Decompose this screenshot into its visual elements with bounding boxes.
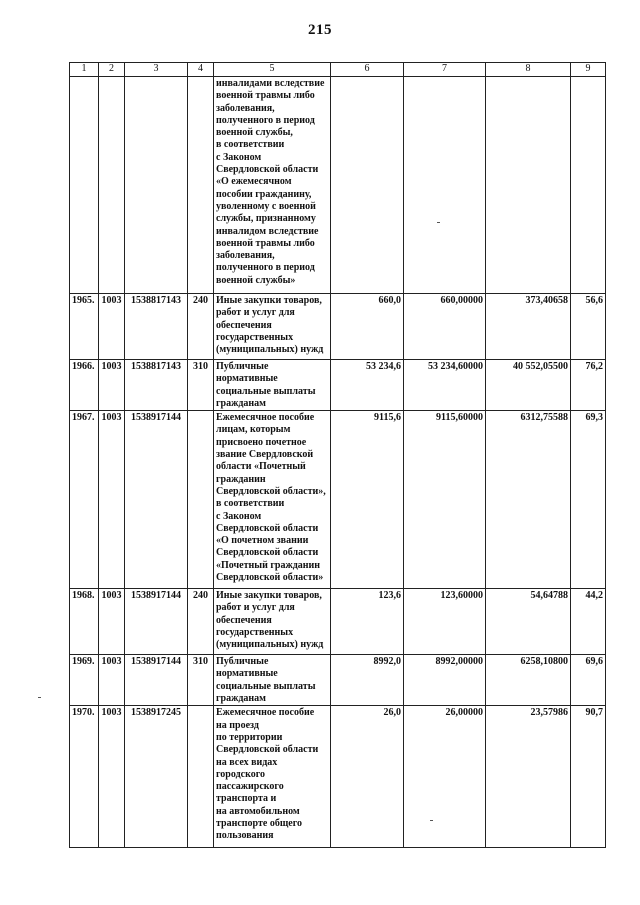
row-number: 1968. [70, 589, 99, 655]
budget-table [69, 62, 606, 848]
row-number: 1969. [70, 655, 99, 706]
expense-type-code: 310 [188, 360, 214, 411]
execution-percent: 44,2 [571, 589, 606, 655]
table-row [70, 294, 606, 360]
table-row [70, 706, 606, 848]
expense-name: Иные закупки товаров, работ и услуг для обеспечения государственных (муниципальных) нужд [214, 294, 331, 360]
header-col-7: 7 [404, 63, 486, 77]
expense-type-code: 240 [188, 589, 214, 655]
execution-percent: 69,6 [571, 655, 606, 706]
row-number: 1965. [70, 294, 99, 360]
plan-amount: 9115,6 [331, 411, 404, 589]
expense-name: Иные закупки товаров, работ и услуг для обеспечения государственных (муниципальных) нужд [214, 589, 331, 655]
scan-speck [430, 820, 433, 821]
header-row [70, 63, 606, 77]
plan-amount: 53 234,6 [331, 360, 404, 411]
header-col-3: 3 [125, 63, 188, 77]
executed-amount [486, 77, 571, 294]
table-row [70, 77, 606, 294]
execution-percent: 69,3 [571, 411, 606, 589]
table-row [70, 589, 606, 655]
section-code: 1003 [99, 589, 125, 655]
header-col-2: 2 [99, 63, 125, 77]
executed-amount: 54,64788 [486, 589, 571, 655]
target-article-code: 1538917144 [125, 655, 188, 706]
header-col-4: 4 [188, 63, 214, 77]
refined-amount: 26,00000 [404, 706, 486, 848]
executed-amount: 23,57986 [486, 706, 571, 848]
execution-percent [571, 77, 606, 294]
execution-percent: 90,7 [571, 706, 606, 848]
section-code: 1003 [99, 655, 125, 706]
scan-speck [38, 697, 41, 698]
table-row [70, 411, 606, 589]
table-row [70, 360, 606, 411]
header-col-1: 1 [70, 63, 99, 77]
header-col-8: 8 [486, 63, 571, 77]
table-row [70, 655, 606, 706]
expense-name: инвалидами вследствие военной травмы либо заболевания, полученного в период военной службы, в соответствии с Законом Свердловской области «О ежемесячном пособии гражданину, уволенному с военной службы, признанному инвалидом вследствие военной травмы либо заболевания, полученного в период военной службы» [214, 77, 331, 294]
expense-name: Ежемесячное пособие лицам, которым присвоено почетное звание Свердловской области «Почетный гражданин Свердловской области», в соответствии с Законом Свердловской области «О почетном звании Свердловской области «Почетный гражданин Свердловской области» [214, 411, 331, 589]
plan-amount: 26,0 [331, 706, 404, 848]
expense-type-code [188, 411, 214, 589]
expense-type-code: 240 [188, 294, 214, 360]
expense-type-code [188, 77, 214, 294]
target-article-code: 1538917144 [125, 411, 188, 589]
header-col-9: 9 [571, 63, 606, 77]
execution-percent: 76,2 [571, 360, 606, 411]
plan-amount: 660,0 [331, 294, 404, 360]
header-col-5: 5 [214, 63, 331, 77]
refined-amount: 660,00000 [404, 294, 486, 360]
section-code: 1003 [99, 294, 125, 360]
row-number [70, 77, 99, 294]
section-code [99, 77, 125, 294]
target-article-code [125, 77, 188, 294]
section-code: 1003 [99, 360, 125, 411]
target-article-code: 1538817143 [125, 360, 188, 411]
page-number: 215 [308, 22, 332, 38]
refined-amount: 8992,00000 [404, 655, 486, 706]
expense-name: Ежемесячное пособие на проезд по территории Свердловской области на всех видах городского пассажирского транспорта и на автомобильном транспорте общего пользования [214, 706, 331, 848]
section-code: 1003 [99, 411, 125, 589]
refined-amount: 9115,60000 [404, 411, 486, 589]
row-number: 1970. [70, 706, 99, 848]
expense-name: Публичные нормативные социальные выплаты гражданам [214, 360, 331, 411]
header-col-6: 6 [331, 63, 404, 77]
target-article-code: 1538817143 [125, 294, 188, 360]
row-number: 1967. [70, 411, 99, 589]
section-code: 1003 [99, 706, 125, 848]
execution-percent: 56,6 [571, 294, 606, 360]
table-body [70, 77, 606, 848]
scan-speck [437, 222, 440, 223]
table-header [70, 63, 606, 77]
plan-amount: 8992,0 [331, 655, 404, 706]
target-article-code: 1538917144 [125, 589, 188, 655]
plan-amount: 123,6 [331, 589, 404, 655]
executed-amount: 40 552,05500 [486, 360, 571, 411]
row-number: 1966. [70, 360, 99, 411]
target-article-code: 1538917245 [125, 706, 188, 848]
executed-amount: 6258,10800 [486, 655, 571, 706]
expense-type-code: 310 [188, 655, 214, 706]
expense-type-code [188, 706, 214, 848]
refined-amount: 53 234,60000 [404, 360, 486, 411]
expense-name: Публичные нормативные социальные выплаты гражданам [214, 655, 331, 706]
plan-amount [331, 77, 404, 294]
refined-amount: 123,60000 [404, 589, 486, 655]
executed-amount: 373,40658 [486, 294, 571, 360]
refined-amount [404, 77, 486, 294]
executed-amount: 6312,75588 [486, 411, 571, 589]
